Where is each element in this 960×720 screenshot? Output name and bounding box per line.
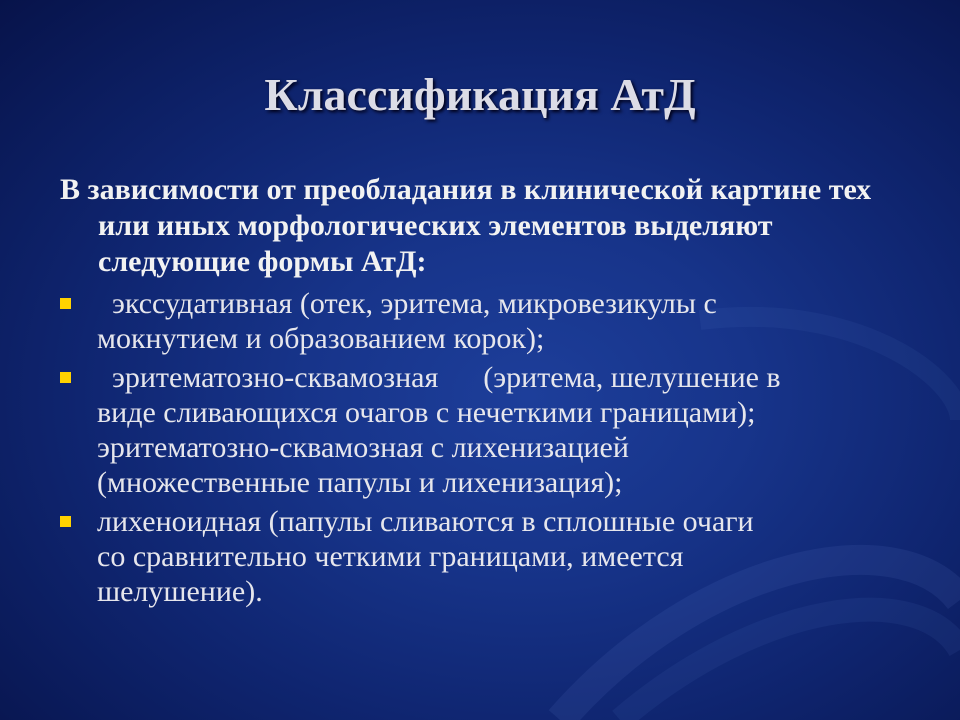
bullet-item-exudative [60, 286, 920, 356]
bullet-item-erythematous-squamous [60, 360, 920, 500]
square-bullet-icon [60, 516, 71, 527]
bullet-text [97, 286, 920, 356]
bullet-text [97, 504, 920, 609]
slide-title: Классификация АтД [264, 69, 696, 120]
slide-body [60, 172, 920, 613]
square-bullet-icon [60, 298, 71, 309]
bullet-line: шелушение). [97, 575, 263, 608]
bullet-item-lichenoid [60, 504, 920, 609]
bullet-text [97, 360, 920, 500]
bullet-line: со сравнительно четкими границами, имеется [97, 540, 684, 573]
bullet-line: эритематозно-сквамозная (эритема, шелушение в [97, 361, 781, 394]
bullet-line: эритематозно-сквамозная с лихенизацией [97, 431, 629, 464]
bullet-line: (множественные папулы и лихенизация); [97, 466, 623, 499]
bullet-line: мокнутием и образованием корок); [97, 322, 545, 355]
bullet-line: экссудативная (отек, эритема, микровезикулы с [97, 287, 717, 320]
bullet-list [60, 286, 920, 609]
bullet-line: виде сливающихся очагов с нечеткими границами); [97, 396, 756, 429]
intro-paragraph: В зависимости от преобладания в клинической картине тех или иных морфологических элементов выделяют следующие формы АтД: [60, 173, 872, 278]
bullet-line: лихеноидная (папулы сливаются в сплошные очаги [97, 505, 754, 538]
square-bullet-icon [60, 372, 71, 383]
